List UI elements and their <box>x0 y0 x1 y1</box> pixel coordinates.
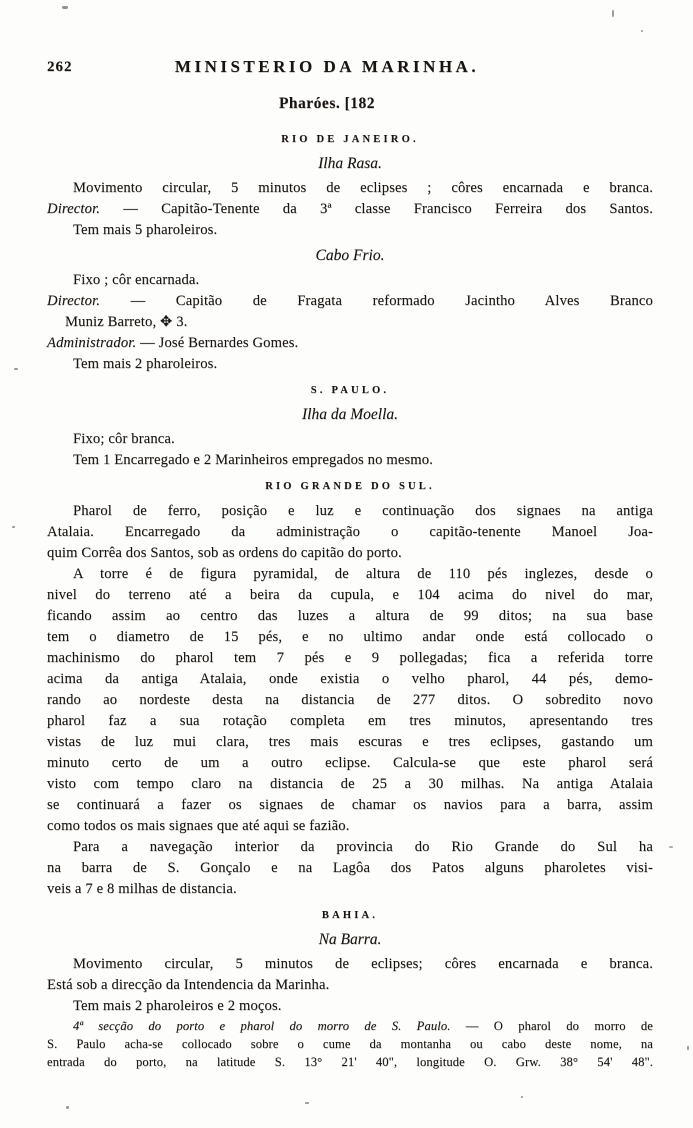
place-heading: Ilha Rasa. <box>318 155 382 172</box>
text-line: como todos os mais signaes que até aqui se fazião. <box>47 818 350 834</box>
text-line: quim Corrêa dos Santos, sob as ordens do capitão do porto. <box>47 545 402 561</box>
line-text: — Capitão de Fragata reformado Jacintho Alves Branco <box>100 293 653 309</box>
text-line: acima da antiga Atalaia, onde existia o velho pharol, 44 pés, demo- <box>47 671 653 687</box>
text-line <box>47 333 653 354</box>
text-line <box>47 291 653 312</box>
region-heading: S. PAULO. <box>310 385 390 396</box>
footnote-line <box>47 1017 653 1035</box>
text-line: se continuará a fazer os signaes de chamar os navios para a barra, assim <box>47 797 653 813</box>
place-heading: Na Barra. <box>318 931 382 948</box>
text-line: na barra de S. Gonçalo e na Lagôa dos Patos alguns pharoletes visi- <box>47 860 653 876</box>
text-line: Tem 1 Encarregado e 2 Marinheiros empregados no mesmo. <box>73 452 434 468</box>
text-line: tem o diametro de 15 pés, e no ultimo andar onde está collocado o <box>47 629 653 645</box>
scan-speck <box>669 846 673 848</box>
text-line: Para a navegação interior da provincia do Rio Grande do Sul ha <box>73 839 653 855</box>
line-text: — O pharol do morro de <box>450 1019 653 1033</box>
page-text-block <box>47 124 653 1071</box>
text-line: Tem mais 2 pharoleiros. <box>73 356 218 372</box>
text-line: pharol faz a sua rotação completa em tres minutos, apresentando tres <box>47 713 653 729</box>
text-line: machinismo do pharol tem 7 pés e 9 pollegadas; fica a referida torre <box>47 650 653 666</box>
text-line: nivel do terreno até a beira da cupula, e 104 acima do nivel do mar, <box>47 587 653 603</box>
scan-speck <box>641 30 643 32</box>
text-line: Muniz Barreto, ✥ 3. <box>65 314 188 330</box>
line-text: — José Bernardes Gomes. <box>136 335 299 351</box>
scan-speck <box>687 1046 689 1050</box>
text-line: veis a 7 e 8 milhas de distancia. <box>47 881 237 897</box>
italic-label: 4ª secção do porto e pharol do morro de S. Paulo. <box>73 1019 451 1033</box>
italic-label: Director. <box>47 293 101 309</box>
footnote-line: S. Paulo acha-se collocado sobre o cume da montanha ou cabo deste nome, na <box>47 1037 653 1051</box>
text-line: minuto certo de um a outro eclipse. Calcula-se que este pharol será <box>47 755 653 771</box>
text-line: Está sob a direcção da Intendencia da Marinha. <box>47 977 330 993</box>
italic-label: Director. <box>47 201 101 217</box>
running-header <box>47 57 607 77</box>
scan-speck <box>14 368 18 370</box>
text-line: A torre é de figura pyramidal, de altura de 110 pés inglezes, desde o <box>73 566 653 582</box>
place-heading: Ilha da Moella. <box>302 406 398 423</box>
italic-label: Administrador. <box>47 335 137 351</box>
text-line: Tem mais 2 pharoleiros e 2 moços. <box>73 998 282 1014</box>
text-line: Movimento circular, 5 minutos de eclipses ; côres encarnada e branca. <box>73 180 653 196</box>
place-heading: Cabo Frio. <box>315 247 385 264</box>
scan-speck <box>612 10 614 17</box>
text-line: Movimento circular, 5 minutos de eclipses; côres encarnada e branca. <box>73 956 653 972</box>
section-title: Pharóes. [182 <box>278 95 376 112</box>
region-heading: RIO GRANDE DO SUL. <box>265 481 435 492</box>
text-line: rando ao nordeste desta na distancia de 277 ditos. O sobredito novo <box>47 692 653 708</box>
text-line: visto com tempo claro na distancia de 25 a 30 milhas. Na antiga Atalaia <box>47 776 653 792</box>
running-header-title: MINISTERIO DA MARINHA. <box>174 57 480 76</box>
text-line: Tem mais 5 pharoleiros. <box>73 222 218 238</box>
text-line: ficando assim ao centro das luzes a altura de 99 ditos; na sua base <box>47 608 653 624</box>
page-number: 262 <box>47 59 73 75</box>
region-heading: RIO DE JANEIRO. <box>281 134 419 145</box>
text-line: Atalaia. Encarregado da administração o capitão-tenente Manoel Joa- <box>47 524 653 540</box>
text-line: Fixo ; côr encarnada. <box>73 272 200 288</box>
text-line: Fixo; côr branca. <box>73 431 175 447</box>
scan-speck <box>66 1106 69 1109</box>
text-line: Pharol de ferro, posição e luz e continuação dos signaes na antiga <box>73 503 653 519</box>
scan-speck <box>305 1102 309 1104</box>
text-line <box>47 199 653 220</box>
scan-speck <box>12 526 15 528</box>
scan-speck <box>62 6 68 9</box>
line-text: — Capitão-Tenente da 3ª classe Francisco Ferreira dos Santos. <box>100 201 653 217</box>
footnote-line: entrada do porto, na latitude S. 13° 21' 40", longitude O. Grw. 38° 54' 48". <box>47 1055 653 1069</box>
text-line: vistas de luz mui clara, tres mais escuras e tres eclipses, gastando um <box>47 734 653 750</box>
scan-speck <box>521 1096 523 1098</box>
region-heading: BAHIA. <box>321 910 379 921</box>
